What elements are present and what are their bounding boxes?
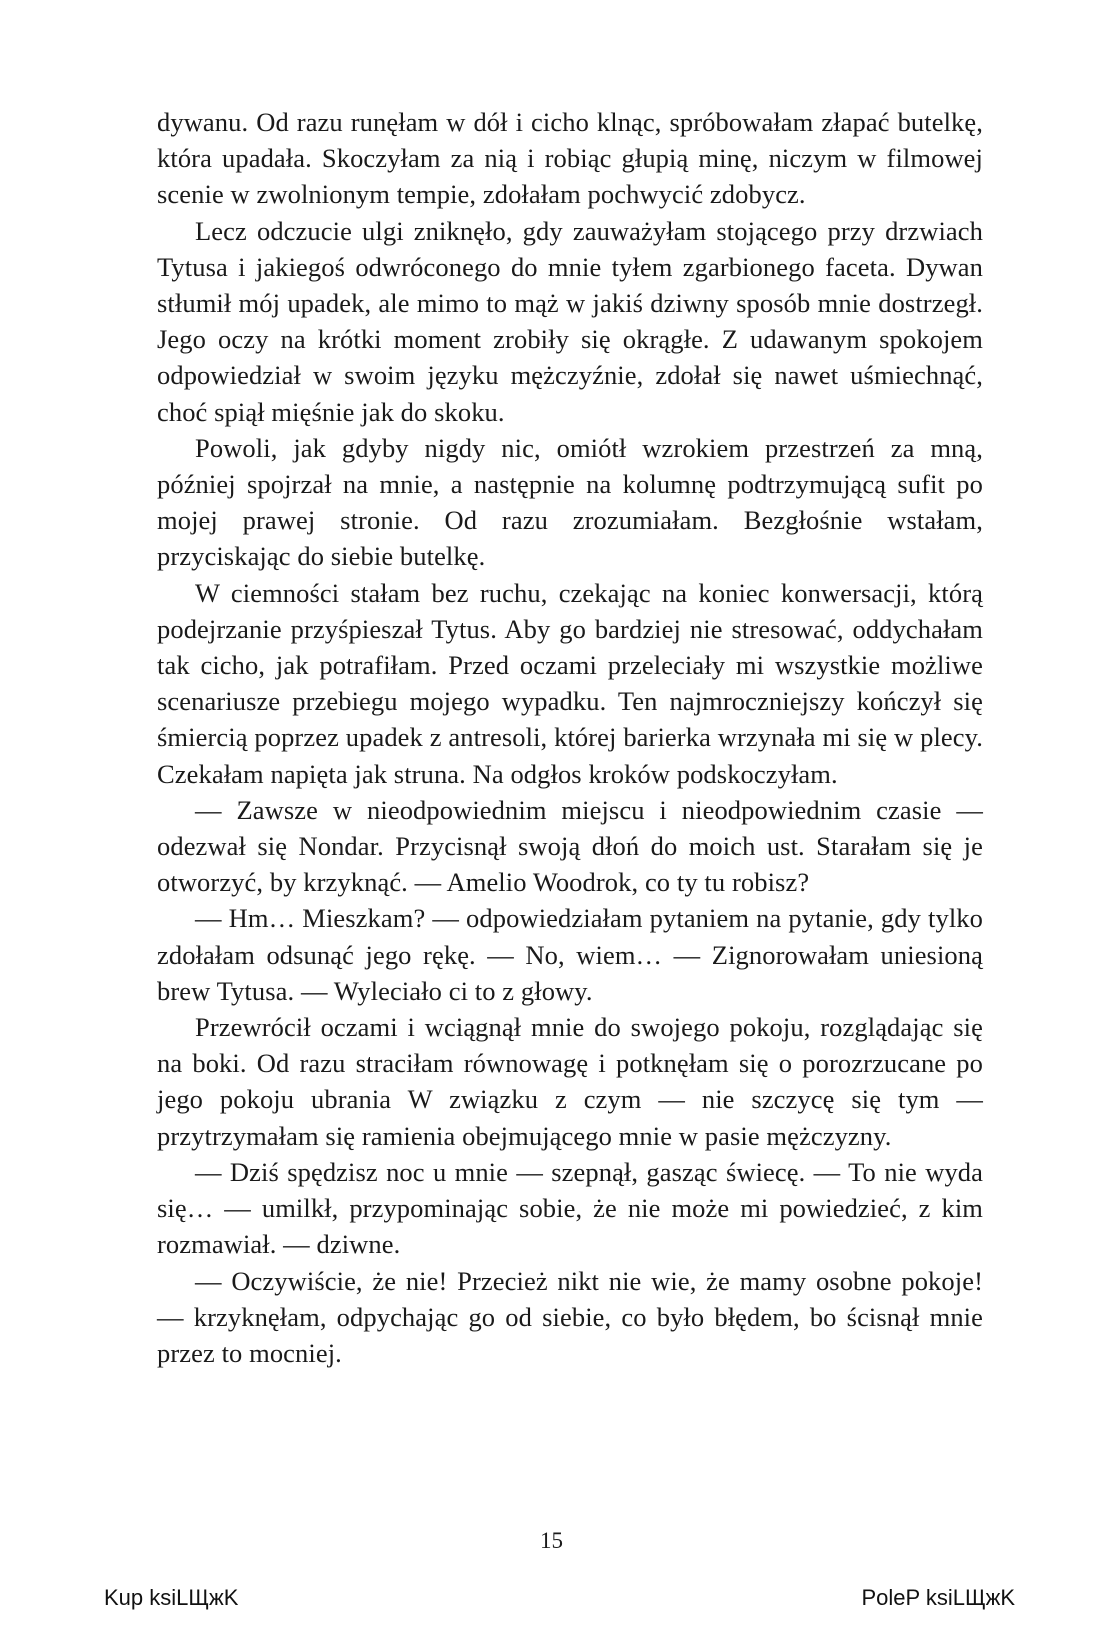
paragraph-8: — Dziś spędzisz noc u mnie — szepnął, gasząc świecę. — To nie wyda się… — umilkł, przypominając sobie, że nie może mi powiedzieć, z kim rozmawiał. — dziwne. xyxy=(157,1156,983,1260)
page-number: 15 xyxy=(540,1528,563,1553)
paragraph-7: Przewrócił oczami i wciągnął mnie do swojego pokoju, rozglądając się na boki. Od razu straciłam równowagę i potknęłam się o porozrzucane po jego pokoju ubrania W związku z czym — nie szczycę się tym — przytrzymałam się ramienia obejmującego mnie w pasie mężczyzny. xyxy=(157,1012,983,1151)
paragraph-2: Lecz odczucie ulgi zniknęło, gdy zauważyłam stojącego przy drzwiach Tytusa i jakiegoś odwróconego do mnie tyłem zgarbionego faceta. Dywan stłumił mój upadek, ale mimo to mąż w jakiś dziwny sposób mnie dostrzegł. Jego oczy na krótki moment zrobiły się okrągłe. Z udawanym spokojem odpowiedział w swoim języku mężczyźnie, zdołał się nawet uśmiechnąć, choć spiął mięśnie jak do skoku. xyxy=(157,215,983,427)
paragraph-1: dywanu. Od razu runęłam w dół i cicho klnąc, spróbowałam złapać butelkę, która upadała. Skoczyłam za nią i robiąc głupią minę, niczym w filmowej scenie w zwolnionym tempie, zdołałam pochwycić zdobycz. xyxy=(157,107,983,210)
paragraph-6: — Hm… Mieszkam? — odpowiedziałam pytaniem na pytanie, gdy tylko zdołałam odsunąć jego rękę. — No, wiem… — Zignorowałam uniesioną brew Tytusa. — Wyleciało ci to z głowy. xyxy=(157,903,983,1006)
buy-book-link[interactable]: Kup ksiLЩжK xyxy=(104,1585,239,1610)
paragraph-3: Powoli, jak gdyby nigdy nic, omiótł wzrokiem przestrzeń za mną, później spojrzał na mnie, a następnie na kolumnę podtrzymującą sufit po mojej prawej stronie. Od razu zrozumiałam. Bezgłośnie wstałam, przyciskając do siebie butelkę. xyxy=(157,432,983,572)
book-page-text xyxy=(157,104,983,1371)
recommend-book-link[interactable]: PoleP ksiLЩжK xyxy=(861,1585,1015,1610)
paragraph-9: — Oczywiście, że nie! Przecież nikt nie wie, że mamy osobne pokoje! — krzyknęłam, odpychając go od siebie, co było błędem, bo ścisnął mnie przez to mocniej. xyxy=(157,1265,983,1368)
paragraph-5: — Zawsze w nieodpowiednim miejscu i nieodpowiednim czasie — odezwał się Nondar. Przycisnął swoją dłoń do moich ust. Starałam się je otworzyć, by krzyknąć. — Amelio Woodrok, co ty tu robisz? xyxy=(157,794,983,898)
paragraph-4: W ciemności stałam bez ruchu, czekając na koniec konwersacji, którą podejrzanie przyśpieszał Tytus. Aby go bardziej nie stresować, oddychałam tak cicho, jak potrafiłam. Przed oczami przeleciały mi wszystkie możliwe scenariusze przebiegu mojego wypadku. Ten najmroczniejszy kończył się śmiercią poprzez upadek z antresoli, której barierka wrzynała mi się w plecy. Czekałam napięta jak struna. Na odgłos kroków podskoczyłam. xyxy=(157,577,983,789)
